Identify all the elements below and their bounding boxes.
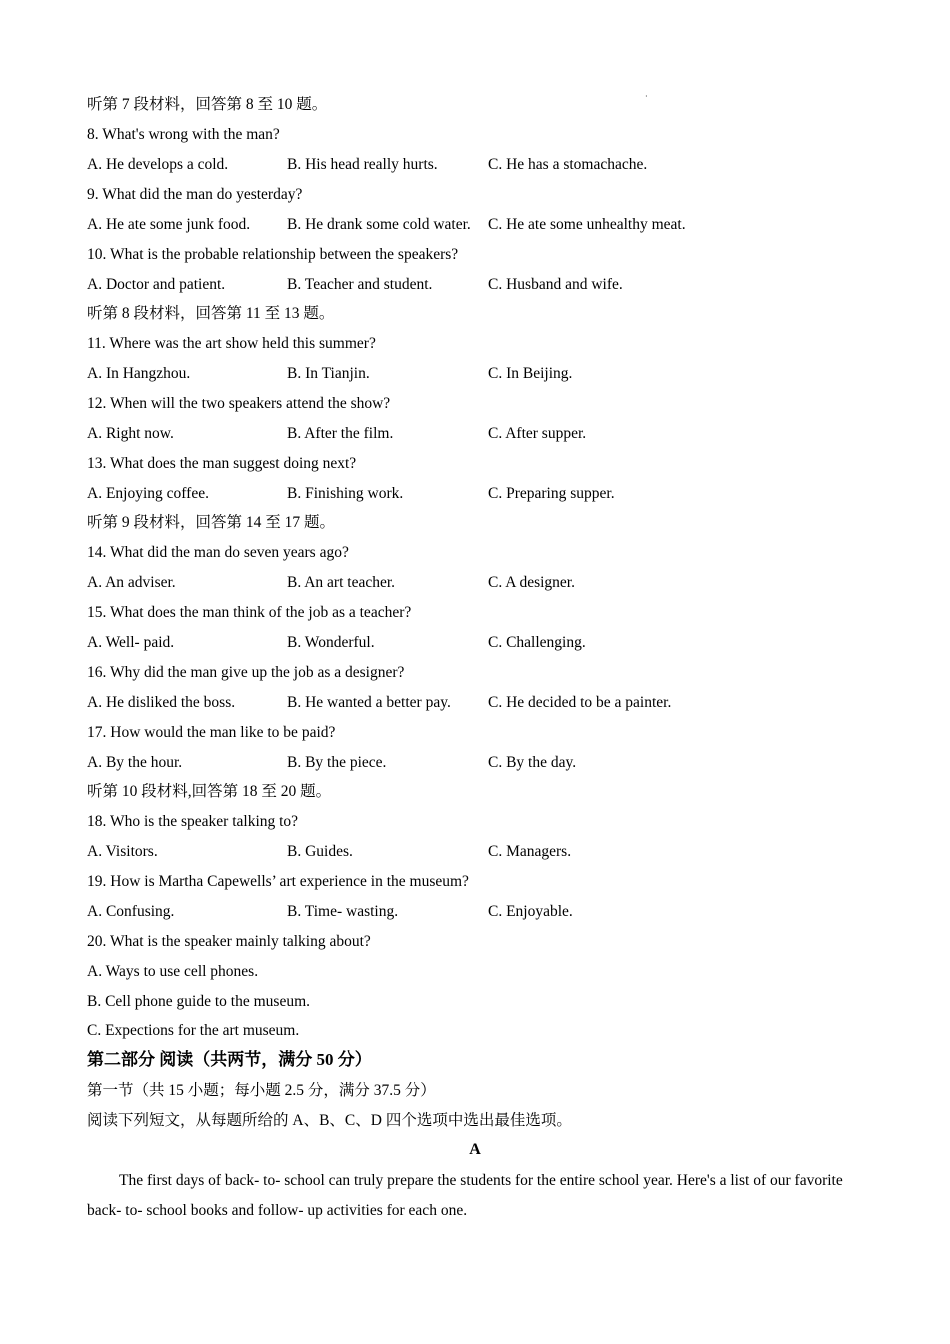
question-text: 16. Why did the man give up the job as a designer? — [87, 664, 405, 681]
option-c: C. Expections for the art museum. — [87, 1022, 300, 1039]
option-c: C. Managers. — [488, 843, 572, 860]
question-text: 14. What did the man do seven years ago? — [87, 544, 349, 561]
option-c: C. Enjoyable. — [488, 903, 573, 920]
passage-label: A — [469, 1141, 481, 1158]
option-b: B. In Tianjin. — [287, 365, 370, 382]
option-a: A. He disliked the boss. — [87, 694, 236, 711]
option-a: A. He develops a cold. — [87, 156, 229, 173]
option-c: C. He has a stomachache. — [488, 156, 648, 173]
option-a: A. He ate some junk food. — [87, 216, 251, 233]
section-header: 听第 7 段材料，回答第 8 至 10 题。 — [87, 96, 328, 113]
question-text: 15. What does the man think of the job as a teacher? — [87, 604, 412, 621]
stray-dot: · — [645, 92, 648, 101]
option-b: B. He wanted a better pay. — [287, 694, 451, 711]
option-b: B. Time- wasting. — [287, 903, 399, 920]
question-text: 8. What's wrong with the man? — [87, 126, 280, 143]
option-b: B. Finishing work. — [287, 485, 404, 502]
question-text: 12. When will the two speakers attend the show? — [87, 395, 391, 412]
question-text: 18. Who is the speaker talking to? — [87, 813, 299, 830]
option-a: A. Doctor and patient. — [87, 276, 226, 293]
part-title: 第二部分 阅读（共两节，满分 50 分） — [87, 1050, 372, 1069]
option-c: C. A designer. — [488, 574, 575, 591]
option-a: A. Visitors. — [87, 843, 158, 860]
option-a: A. Right now. — [87, 425, 174, 442]
passage-paragraph: The first days of back- to- school can truly prepare the students for the entire school year. Here's a list of our favorite back- to- school books and follow- up activities for each one. — [87, 1172, 843, 1219]
option-b: B. An art teacher. — [287, 574, 396, 591]
option-c: C. After supper. — [488, 425, 587, 442]
option-a: A. Enjoying coffee. — [87, 485, 209, 502]
option-c: C. Husband and wife. — [488, 276, 623, 293]
question-text: 9. What did the man do yesterday? — [87, 186, 303, 203]
option-b: B. By the piece. — [287, 754, 387, 771]
section-header: 听第 9 段材料，回答第 14 至 17 题。 — [87, 514, 336, 531]
option-c: C. He ate some unhealthy meat. — [488, 216, 686, 233]
option-a: A. Ways to use cell phones. — [87, 963, 259, 980]
section-header: 听第 8 段材料，回答第 11 至 13 题。 — [87, 305, 335, 322]
section-header: 听第 10 段材料,回答第 18 至 20 题。 — [87, 783, 332, 800]
option-b: B. After the film. — [287, 425, 394, 442]
question-text: 19. How is Martha Capewells’ art experience in the museum? — [87, 873, 469, 890]
option-b: B. He drank some cold water. — [287, 216, 471, 233]
option-a: A. An adviser. — [87, 574, 176, 591]
option-b: B. Guides. — [287, 843, 353, 860]
option-c: C. By the day. — [488, 754, 577, 771]
option-b: B. His head really hurts. — [287, 156, 438, 173]
option-a: A. Well- paid. — [87, 634, 175, 651]
option-b: B. Teacher and student. — [287, 276, 433, 293]
option-a: A. By the hour. — [87, 754, 183, 771]
question-text: 11. Where was the art show held this summer? — [87, 335, 376, 352]
question-text: 20. What is the speaker mainly talking about? — [87, 933, 371, 950]
option-a: A. In Hangzhou. — [87, 365, 191, 382]
option-c: C. Preparing supper. — [488, 485, 615, 502]
section-subtitle: 第一节（共 15 小题；每小题 2.5 分，满分 37.5 分） — [87, 1082, 436, 1099]
option-c: C. In Beijing. — [488, 365, 573, 382]
option-a: A. Confusing. — [87, 903, 175, 920]
option-c: C. Challenging. — [488, 634, 586, 651]
question-text: 13. What does the man suggest doing next? — [87, 455, 357, 472]
question-text: 17. How would the man like to be paid? — [87, 724, 336, 741]
instruction-text: 阅读下列短文，从每题所给的 A、B、C、D 四个选项中选出最佳选项。 — [87, 1112, 572, 1129]
option-c: C. He decided to be a painter. — [488, 694, 672, 711]
question-text: 10. What is the probable relationship between the speakers? — [87, 246, 459, 263]
option-b: B. Cell phone guide to the museum. — [87, 993, 311, 1010]
option-b: B. Wonderful. — [287, 634, 375, 651]
